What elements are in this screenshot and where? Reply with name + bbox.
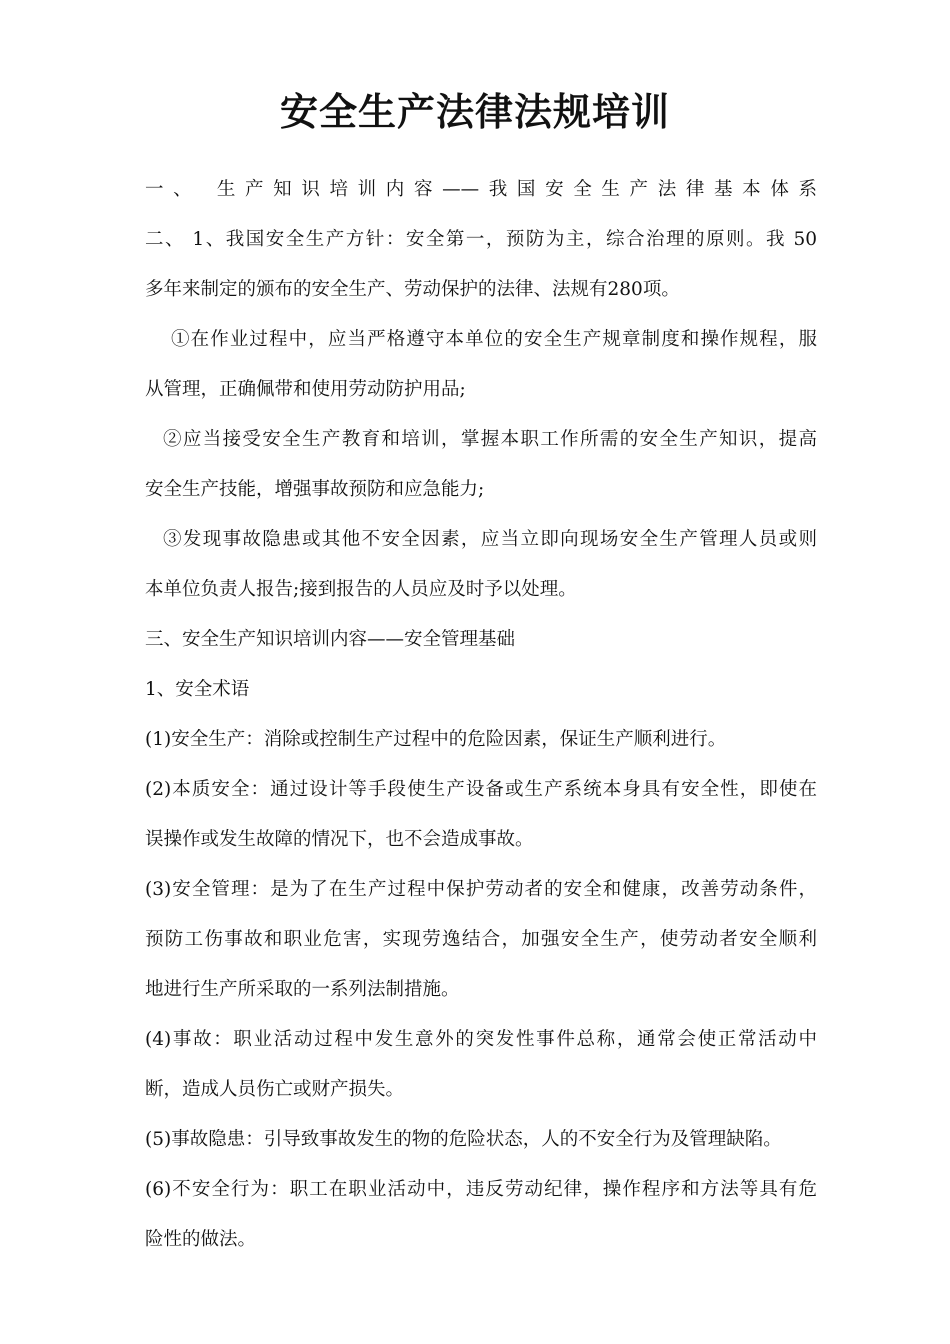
list-item-line: ①在作业过程中，应当严格遵守本单位的安全生产规章制度和操作规程，服 (171, 329, 817, 350)
term-definition: 断，造成人员伤亡或财产损失。 (145, 1079, 405, 1100)
list-item-line: 本单位负责人报告;接到报告的人员应及时予以处理。 (145, 579, 577, 600)
term-definition: 误操作或发生故障的情况下，也不会造成事故。 (145, 829, 534, 850)
list-item-line: ②应当接受安全生产教育和培训，掌握本职工作所需的安全生产知识，提高 (163, 429, 817, 450)
term-definition: (3)安全管理：是为了在生产过程中保护劳动者的安全和健康，改善劳动条件， (145, 879, 817, 900)
document-body (145, 165, 817, 1265)
term-definition: 预防工伤事故和职业危害，实现劳逸结合，加强安全生产，使劳动者安全顺利 (145, 929, 817, 950)
section-heading-3: 三、安全生产知识培训内容——安全管理基础 (145, 629, 516, 650)
term-definition: (6)不安全行为：职工在职业活动中，违反劳动纪律，操作程序和方法等具有危 (145, 1179, 817, 1200)
paragraph-line: 多年来制定的颁布的安全生产、劳动保护的法律、法规有280项。 (145, 279, 680, 300)
list-item-line: 从管理，正确佩带和使用劳动防护用品; (145, 379, 466, 400)
term-definition: 地进行生产所采取的一系列法制措施。 (145, 979, 460, 1000)
term-definition: (2)本质安全：通过设计等手段使生产设备或生产系统本身具有安全性，即使在 (145, 779, 817, 800)
term-definition: 险性的做法。 (145, 1229, 257, 1250)
document-title: 安全生产法律法规培训 (279, 90, 670, 134)
section-heading-1: 一、 生产知识培训内容——我国安全生产法律基本体系 (145, 179, 817, 200)
list-item-line: 安全生产技能，增强事故预防和应急能力; (145, 479, 485, 500)
term-definition: (5)事故隐患：引导致事故发生的物的危险状态，人的不安全行为及管理缺陷。 (145, 1129, 782, 1150)
term-definition: (1)安全生产：消除或控制生产过程中的危险因素，保证生产顺利进行。 (145, 729, 727, 750)
subsection-heading: 1、安全术语 (145, 679, 250, 700)
paragraph-line: 二、 1、我国安全生产方针：安全第一，预防为主，综合治理的原则。我 50 (145, 229, 817, 250)
term-definition: (4)事故：职业活动过程中发生意外的突发性事件总称，通常会使正常活动中 (145, 1029, 817, 1050)
list-item-line: ③发现事故隐患或其他不安全因素，应当立即向现场安全生产管理人员或则 (163, 529, 817, 550)
